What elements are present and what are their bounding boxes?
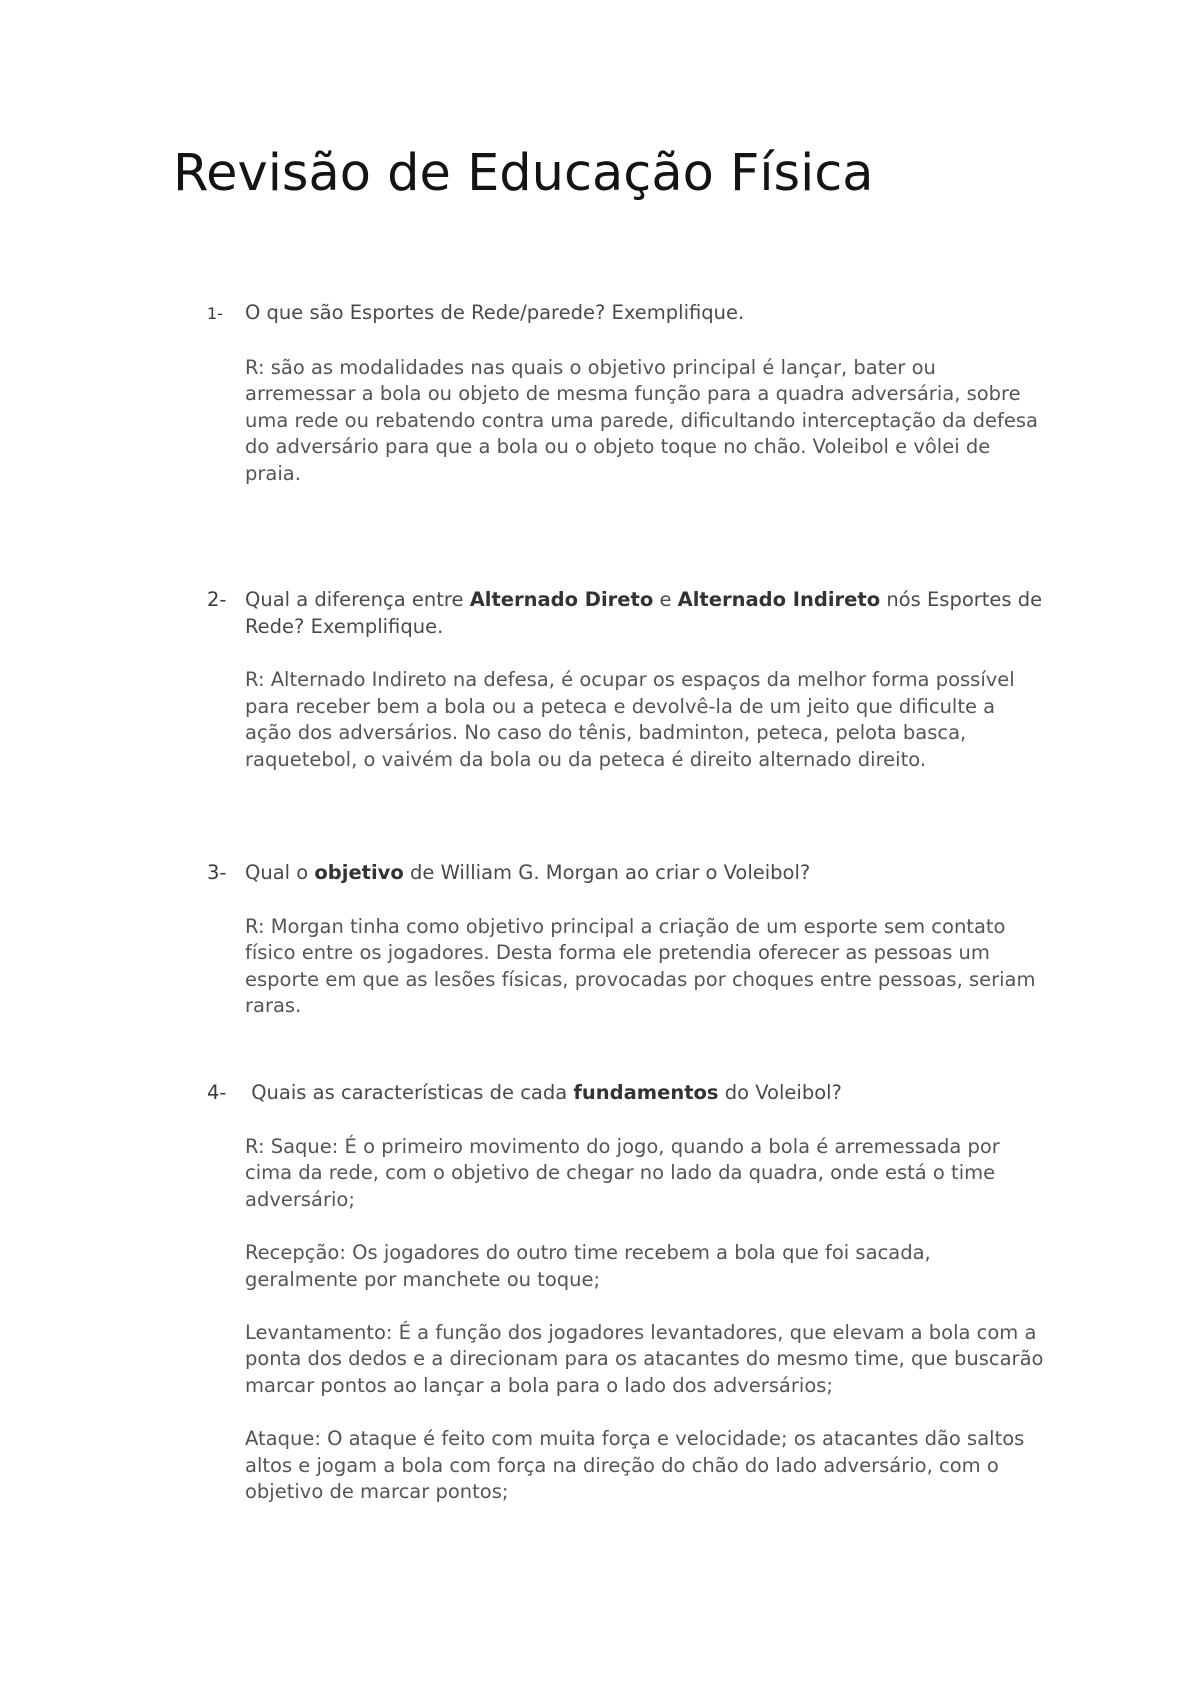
question-1 [207,300,1047,488]
answer-paragraph-recepcao: Recepção: Os jogadores do outro time recebem a bola que foi sacada, geralmente por manchete ou toque; [245,1240,931,1291]
question-keyword: objetivo [314,861,404,884]
answer-paragraph: R: são as modalidades nas quais o objetivo principal é lançar, bater ou arremessar a bola ou objeto de mesma função para a quadra adversária, sobre uma rede ou rebatendo contra uma parede, dificultando interceptação da defesa do adversário para que a bola ou o objeto toque no chão. Voleibol e vôlei de praia. [245,355,1038,485]
question-keyword: Alternado Indireto [677,588,881,611]
question-text-part: Quais as características de cada [245,1081,574,1104]
answer-block [245,1134,1045,1506]
question-line [207,860,1047,887]
question-number: 4- [207,1081,227,1104]
question-text-part: Qual a diferença entre [245,588,470,611]
question-line [207,587,1047,640]
question-text-part: de William G. Morgan ao criar o Voleibol? [403,861,811,884]
question-text [245,1080,1047,1107]
question-number: 1- [207,304,223,323]
page-title: Revisão de Educação Física [173,144,874,203]
question-text [245,860,1047,887]
answer-paragraph: R: Morgan tinha como objetivo principal a criação de um esporte sem contato físico entre os jogadores. Desta forma ele pretendia oferecer as pessoas um esporte em que as lesões físicas, provocadas por choques entre pessoas, seriam raras. [245,914,1036,1018]
question-2 [207,587,1047,774]
question-number: 2- [207,588,227,611]
question-text-part: e [653,588,678,611]
answer-paragraph: R: Alternado Indireto na defesa, é ocupar os espaços da melhor forma possível para receber bem a bola ou a peteca e devolvê-la de um jeito que dificulte a ação dos adversários. No caso do tênis, badminton, peteca, pelota basca, raquetebol, o vaivém da bola ou da peteca é direito alternado direito. [245,668,1015,771]
question-keyword: Alternado Direto [469,588,654,611]
question-4 [207,1080,1047,1506]
question-text-part: Qual o [245,861,315,884]
answer-paragraph-levantamento: Levantamento: É a função dos jogadores levantadores, que elevam a bola com a ponta dos dedos e a direcionam para os atacantes do mesmo time, que buscarão marcar pontos ao lançar a bola para o lado dos adversários; [245,1320,1044,1397]
answer-block [245,914,1045,1020]
question-number: 3- [207,861,227,884]
answer-block [245,667,1045,773]
question-text-part: do Voleibol? [718,1081,842,1104]
question-text [245,587,1047,640]
question-text-part: nós Esportes de Rede? Exemplifique. [245,588,1043,638]
question-line [207,1080,1047,1107]
question-line [207,300,1047,328]
answer-paragraph-saque: R: Saque: É o primeiro movimento do jogo, quando a bola é arremessada por cima da rede, com o objetivo de chegar no lado da quadra, onde está o time adversário; [245,1134,1000,1211]
question-3 [207,860,1047,1020]
question-keyword: fundamentos [573,1081,719,1104]
answer-paragraph-ataque: Ataque: O ataque é feito com muita força e velocidade; os atacantes dão saltos altos e jogam a bola com força na direção do chão do lado adversário, com o objetivo de marcar pontos; [245,1427,1025,1504]
answer-block [245,355,1045,488]
question-text: O que são Esportes de Rede/parede? Exemplifique. [245,301,745,324]
